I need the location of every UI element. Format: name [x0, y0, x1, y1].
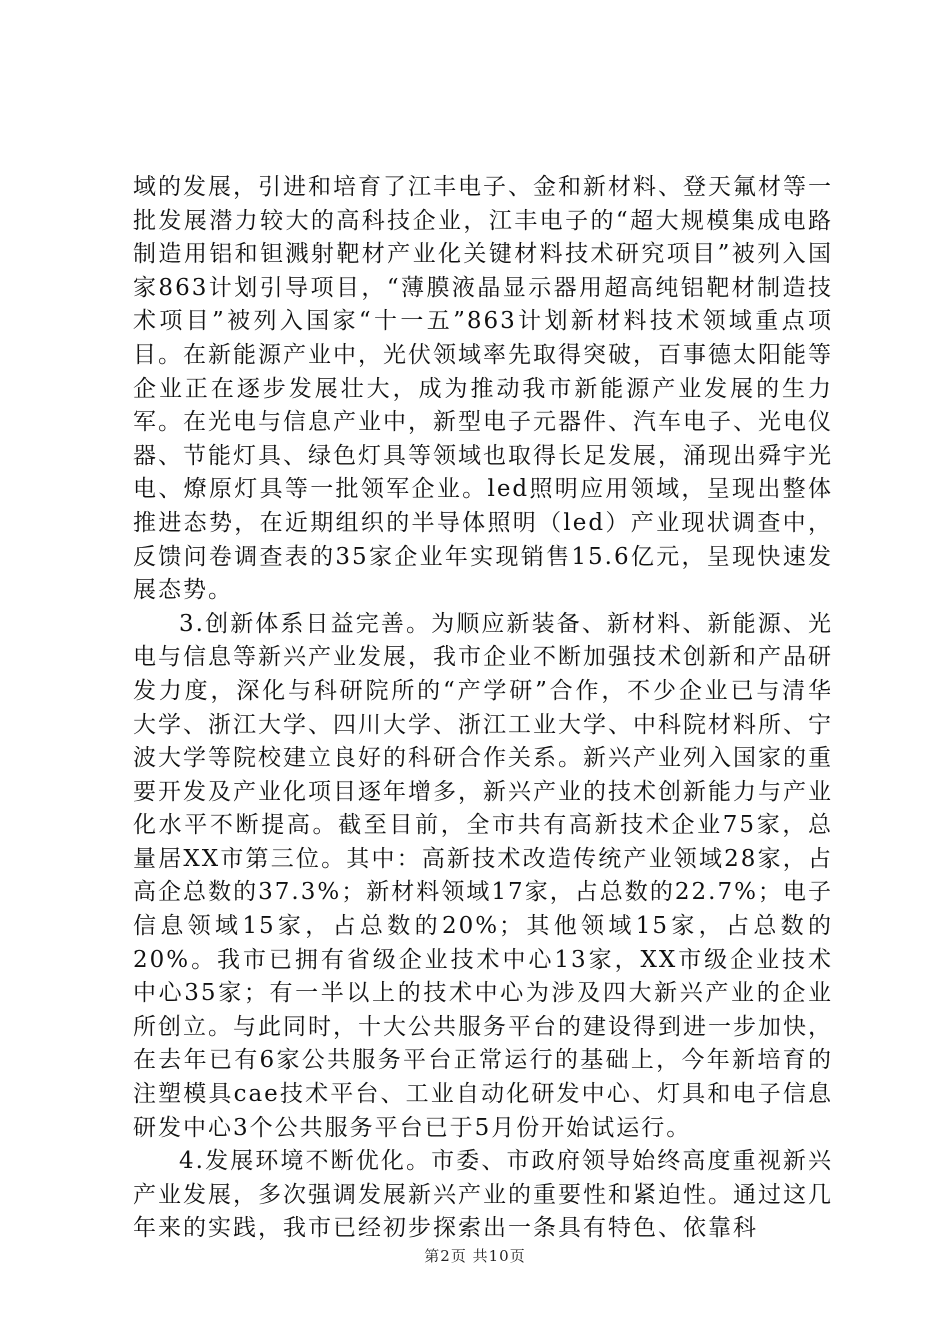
- paragraph-continued: 域的发展，引进和培育了江丰电子、金和新材料、登天氟材等一批发展潜力较大的高科技企业，江丰电子的“超大规模集成电路制造用铝和钽溅射靶材产业化关键材料技术研究项目”被列入国家863计划引导项目，“薄膜液晶显示器用超高纯铝靶材制造技术项目”被列入国家“十一五”863计划新材料技术领域重点项目。在新能源产业中，光伏领域率先取得突破，百事德太阳能等企业正在逐步发展壮大，成为推动我市新能源产业发展的生力军。在光电与信息产业中，新型电子元器件、汽车电子、光电仪器、节能灯具、绿色灯具等领域也取得长足发展，涌现出舜宇光电、燎原灯具等一批领军企业。led照明应用领域，呈现出整体推进态势，在近期组织的半导体照明（led）产业现状调查中，反馈问卷调查表的35家企业年实现销售15.6亿元，呈现快速发展态势。: [133, 174, 833, 604]
- page-footer: 第2页 共10页: [424, 1247, 526, 1265]
- paragraph-development-environment: 4.发展环境不断优化。市委、市政府领导始终高度重视新兴产业发展，多次强调发展新兴产业的重要性和紧迫性。通过这几年来的实践，我市已经初步探索出一条具有特色、依靠科: [133, 1148, 833, 1242]
- paragraph-innovation-system: 3.创新体系日益完善。为顺应新装备、新材料、新能源、光电与信息等新兴产业发展，我市企业不断加强技术创新和产品研发力度，深化与科研院所的“产学研”合作，不少企业已与清华大学、浙江大学、四川大学、浙江工业大学、中科院材料所、宁波大学等院校建立良好的科研合作关系。新兴产业列入国家的重要开发及产业化项目逐年增多，新兴产业的技术创新能力与产业化水平不断提高。截至目前，全市共有高新技术企业75家，总量居XX市第三位。其中：高新技术改造传统产业领域28家，占高企总数的37.3%；新材料领域17家，占总数的22.7%；电子信息领域15家，占总数的20%；其他领域15家，占总数的20%。我市已拥有省级企业技术中心13家，XX市级企业技术中心35家；有一半以上的技术中心为涉及四大新兴产业的企业所创立。与此同时，十大公共服务平台的建设得到进一步加快，在去年已有6家公共服务平台正常运行的基础上，今年新培育的注塑模具cae技术平台、工业自动化研发中心、灯具和电子信息研发中心3个公共服务平台已于5月份开始试运行。: [133, 610, 833, 1141]
- document-body: [133, 171, 833, 1246]
